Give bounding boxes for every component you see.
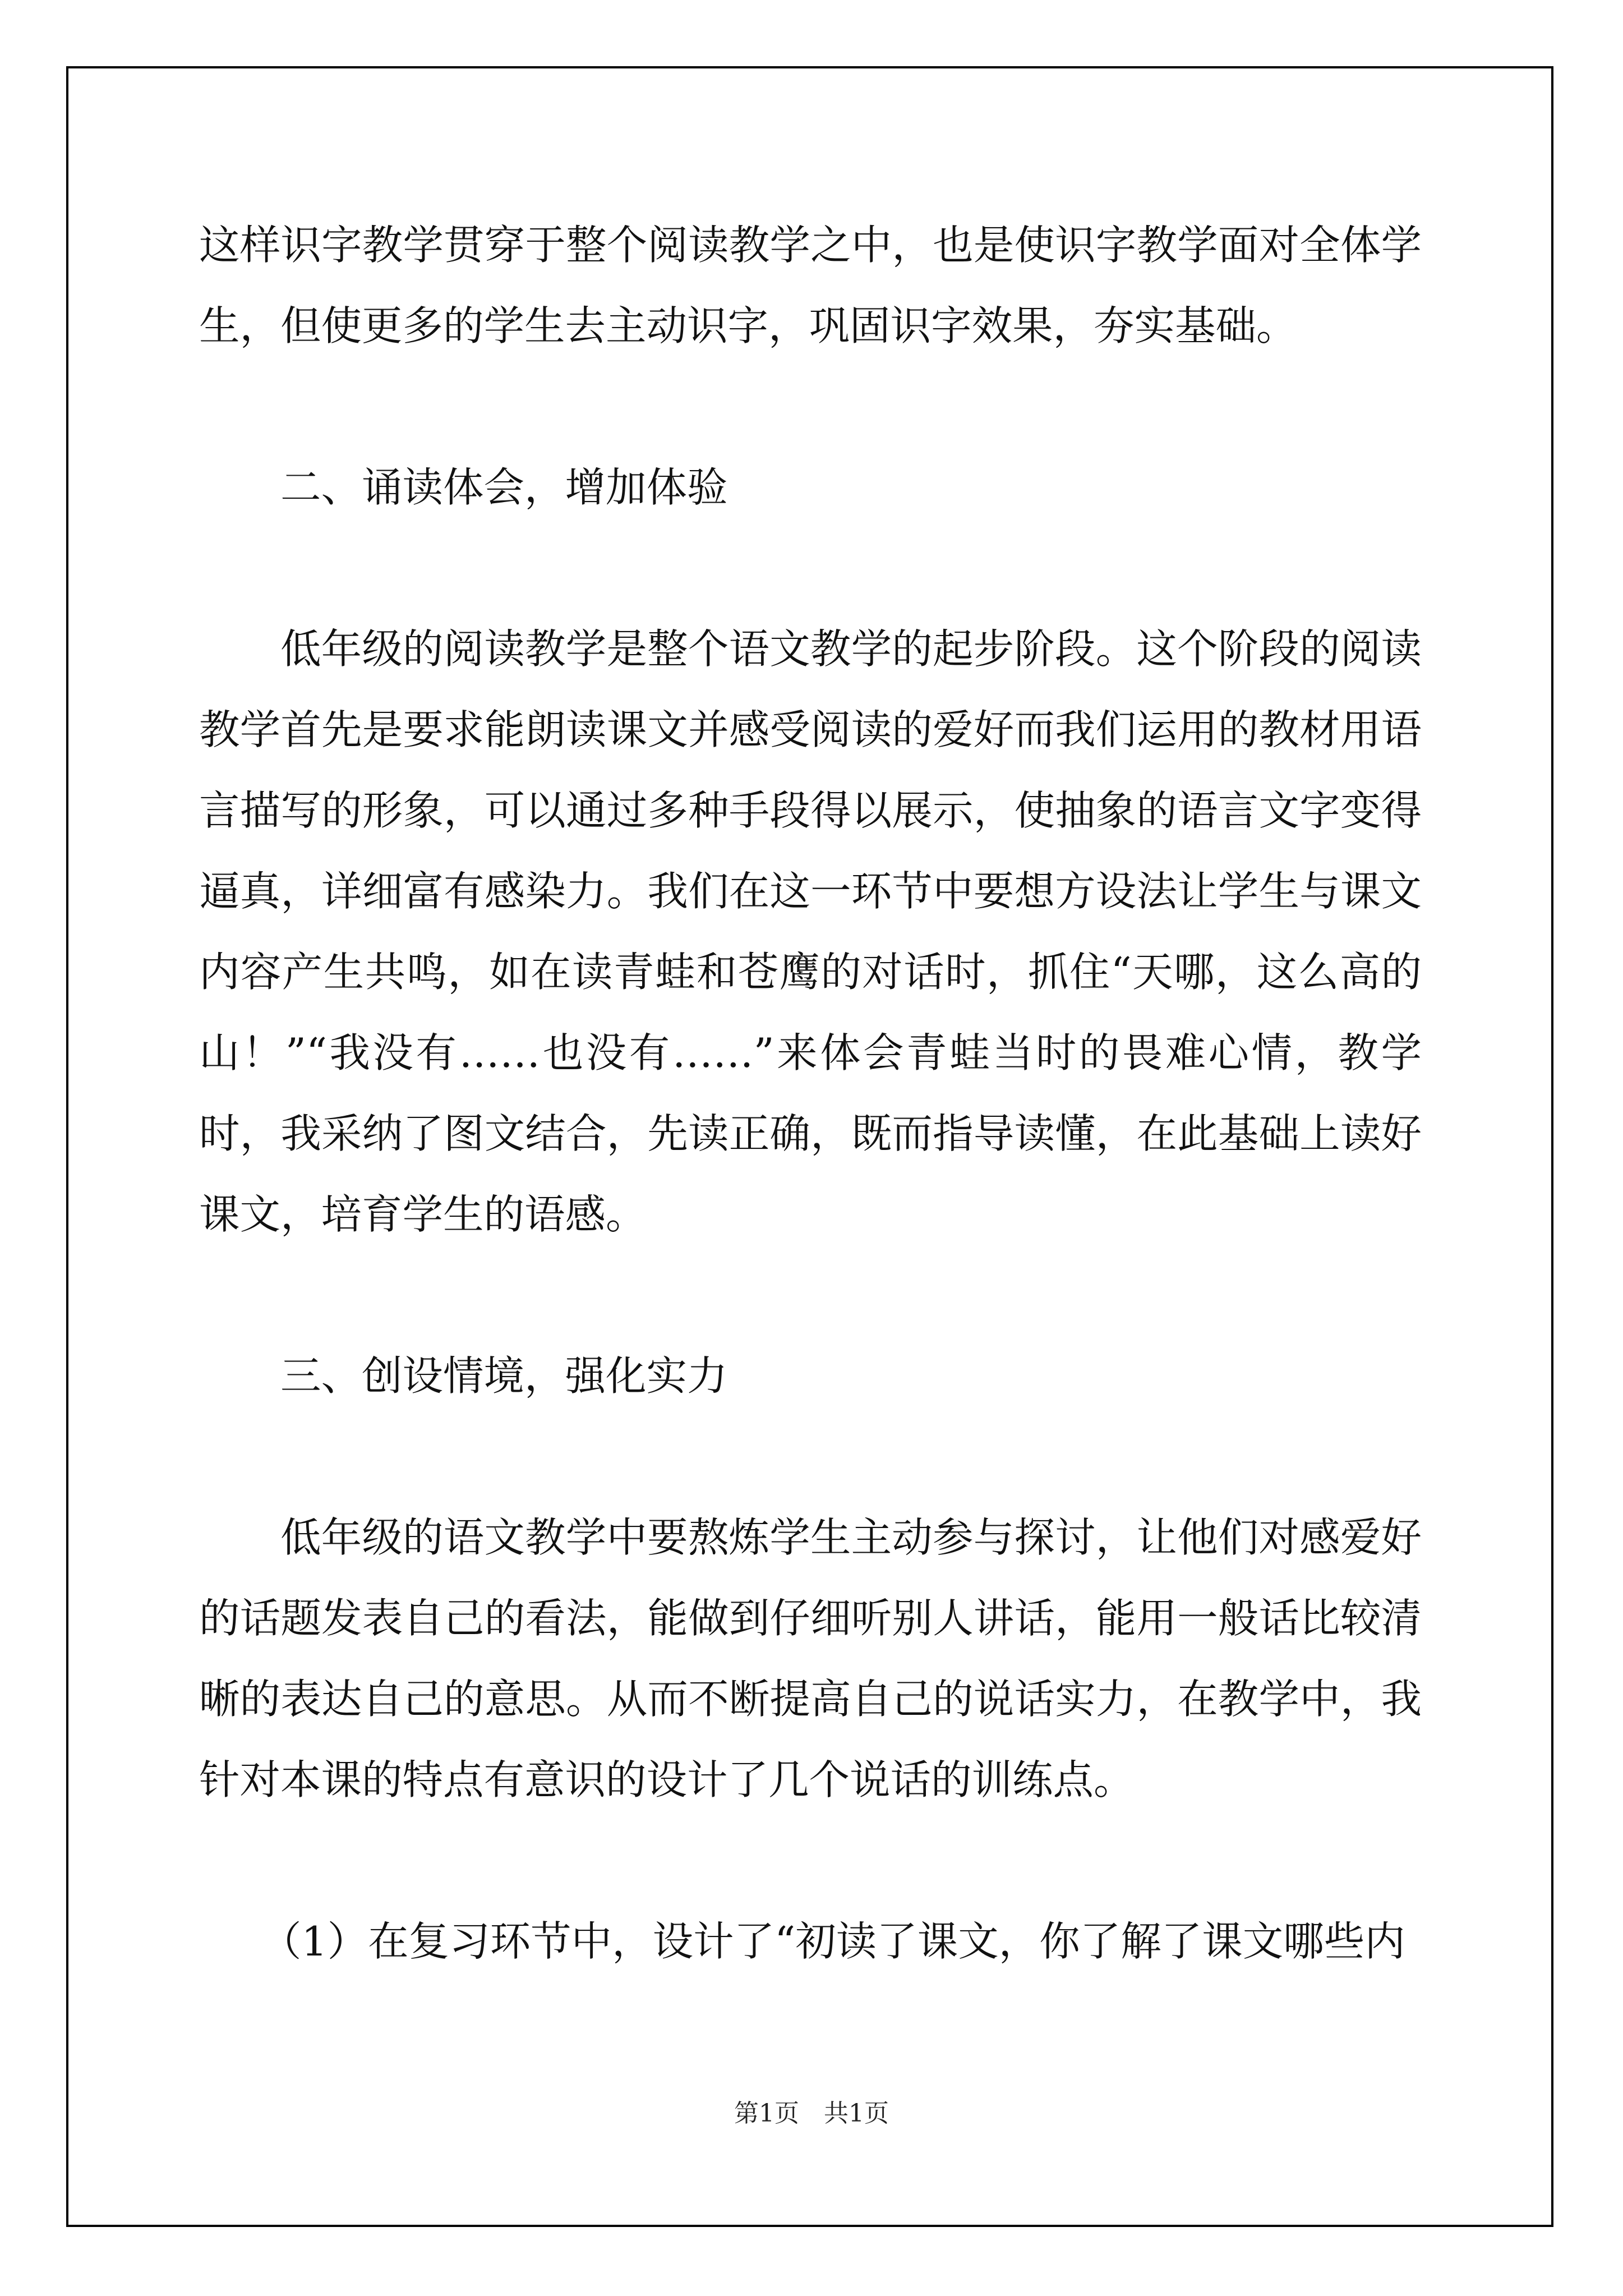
paragraph-2: 低年级的阅读教学是整个语文教学的起步阶段。这个阶段的阅读教学首先是要求能朗读课文并感受阅读的爱好而我们运用的教材用语言描写的形象，可以通过多种手段得以展示，使抽象的语言文字变得逼真，详细富有感染力。我们在这一环节中要想方设法让学生与课文内容产生共鸣，如在读青蛙和苍鹰的对话时，抓住“天哪，这么高的山！”“我没有……也没有……”来体会青蛙当时的畏难心情，教学时，我采纳了图文结合，先读正确，既而指导读懂，在此基础上读好课文，培育学生的语感。 (199, 626, 1422, 1239)
page-footer (0, 2097, 1623, 2131)
list-item-1: （1）在复习环节中，设计了“初读了课文，你了解了课文哪些内 (261, 1918, 1405, 1966)
section-heading-2: 二、诵读体会，增加体验 (280, 464, 728, 512)
section-heading-3: 三、创设情境，强化实力 (280, 1353, 728, 1400)
paragraph-1: 这样识字教学贯穿于整个阅读教学之中，也是使识字教学面对全体学生，但使更多的学生去主动识字，巩固识字效果，夯实基础。 (199, 222, 1422, 350)
paragraph-3: 低年级的语文教学中要熬炼学生主动参与探讨，让他们对感爱好的话题发表自己的看法，能做到仔细听别人讲话，能用一般话比较清晰的表达自己的意思。从而不断提高自己的说话实力，在教学中，我针对本课的特点有意识的设计了几个说话的训练点。 (199, 1515, 1422, 1804)
page-total: 共1页 (824, 2099, 889, 2128)
page-number: 第1页 (734, 2099, 799, 2128)
document-body (199, 205, 1422, 1982)
